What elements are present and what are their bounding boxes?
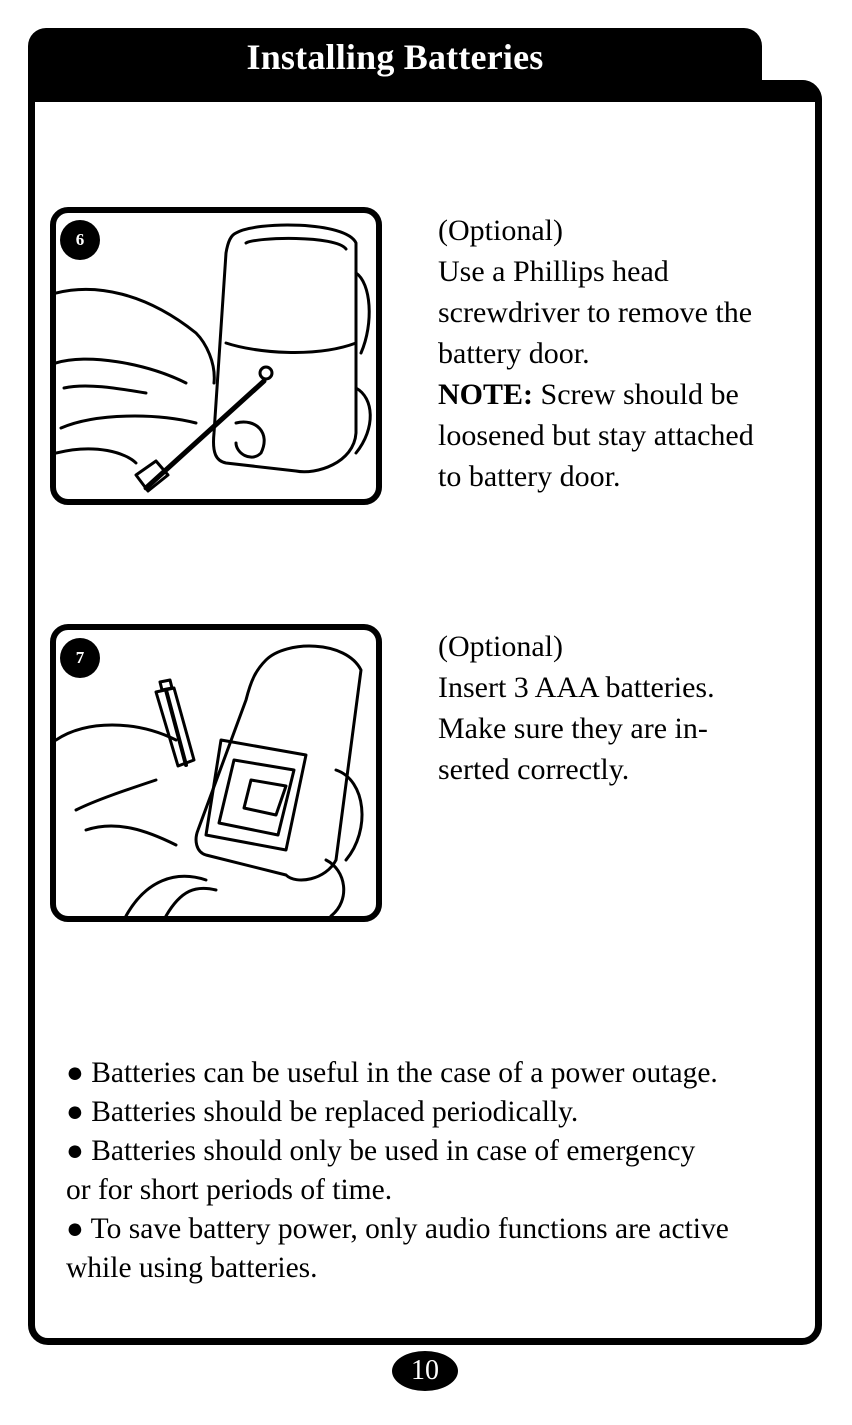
note-item: ● Batteries should be replaced periodically. [66, 1096, 579, 1128]
step-7-line: Insert 3 AAA batteries. [438, 671, 715, 704]
step-7-text [438, 626, 810, 790]
note-item: or for short periods of time. [66, 1174, 393, 1206]
step-6-note-line: loosened but stay attached [438, 419, 754, 452]
note-label: NOTE: [438, 378, 534, 411]
note-item: ● To save battery power, only audio functions are active [66, 1213, 729, 1245]
page-number: 10 [392, 1351, 458, 1391]
step-7-line: Make sure they are in- [438, 712, 708, 745]
step-7-illustration [50, 624, 382, 922]
step-7-line: (Optional) [438, 630, 563, 663]
step-6-line: Use a Phillips head [438, 255, 669, 288]
step-7-badge: 7 [60, 638, 100, 678]
screwdriver-battery-door-drawing [56, 213, 376, 499]
note-item: ● Batteries should only be used in case of emergency [66, 1135, 696, 1167]
note-text: Screw should be [533, 378, 739, 411]
step-7-line: serted correctly. [438, 753, 630, 786]
step-6-line: screwdriver to remove the [438, 296, 753, 329]
note-item: while using batteries. [66, 1252, 318, 1284]
note-item: ● Batteries can be useful in the case of a power outage. [66, 1057, 718, 1089]
step-6-illustration [50, 207, 382, 505]
battery-notes [66, 1054, 816, 1288]
step-6-line: (Optional) [438, 214, 563, 247]
step-6-text [438, 210, 810, 497]
step-6-note [438, 374, 810, 415]
aaa-batteries-drawing [56, 630, 376, 916]
step-6-badge: 6 [60, 220, 100, 260]
step-6-note-line: to battery door. [438, 460, 621, 493]
step-6-line: battery door. [438, 337, 590, 370]
page-title: Installing Batteries [246, 37, 544, 77]
